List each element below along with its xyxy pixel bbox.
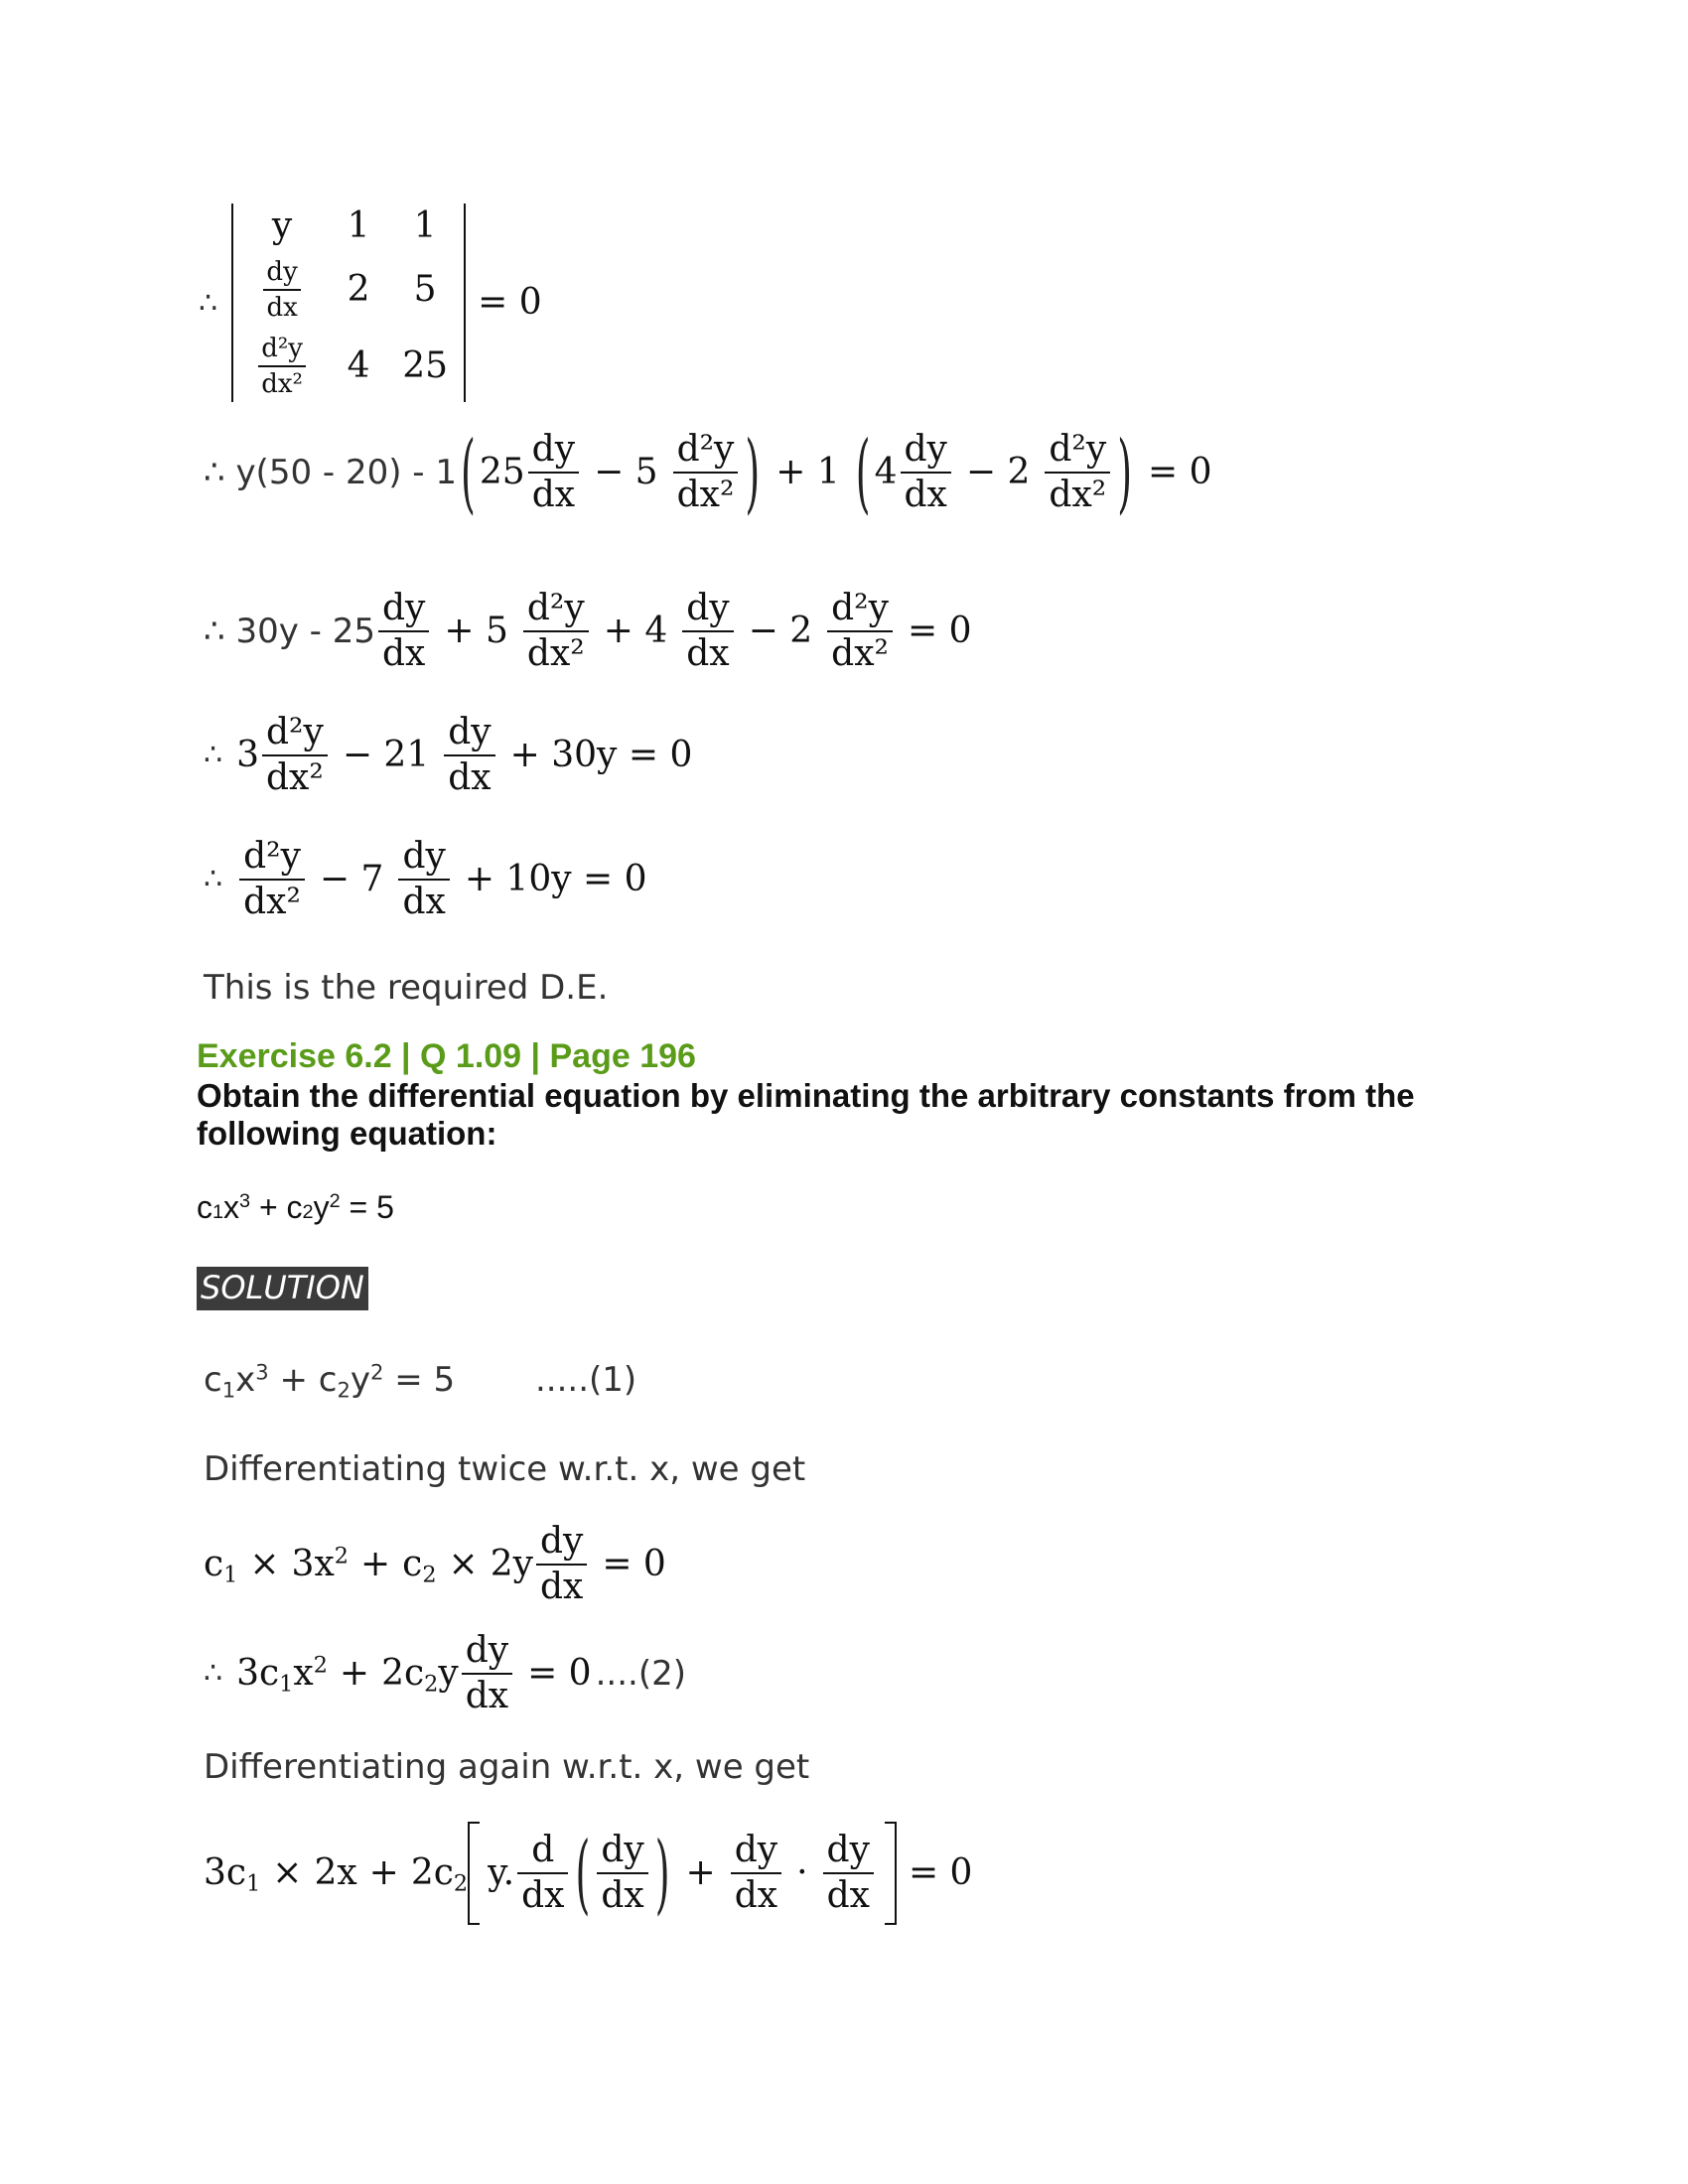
operator: − 21 <box>342 735 430 775</box>
left-paren: ( <box>461 422 476 523</box>
fraction-d2y-dx2: $\frac{\text{d²y}}{\text{dx²}}$ <box>673 432 739 513</box>
expansion-prefix: ∴ y(50 - 20) - 1 <box>204 453 458 492</box>
diff-again-text: Differentiating again w.r.t. x, we get <box>204 1747 810 1787</box>
fraction-d2y-dx2: $\frac{\text{d²y}}{\text{dx²}}$ <box>262 715 328 796</box>
fraction-d2y-dx2: $\frac{\text{d²y}}{\text{dx²}}$ <box>827 591 893 672</box>
equation-2-label: ....(2) <box>595 1654 686 1694</box>
equation-tail: + 30y = 0 <box>509 735 693 775</box>
equals-zero: = 0 <box>1148 452 1212 492</box>
solution-badge: SOLUTION <box>197 1269 368 1306</box>
coef: 25 <box>479 452 525 492</box>
derivative-equation-1: $c_1$ × $3x^2$ + $c_2$ × 2y $\frac{dy}{dx}$ = 0 <box>204 1521 666 1607</box>
question-line-2: following equation: <box>197 1115 497 1152</box>
therefore-symbol: ∴ <box>204 1656 223 1691</box>
fraction-dy-dx: $\frac{dy}{dx}$ <box>900 432 950 513</box>
operator: − 7 <box>319 859 384 899</box>
question-line-1: Obtain the differential equation by eliminating the arbitrary constants from the <box>197 1077 1415 1114</box>
equation-line-4 <box>204 712 704 798</box>
det-cell: 4 <box>347 345 370 387</box>
therefore-symbol: ∴ <box>204 738 223 772</box>
right-paren: ) <box>1117 422 1133 523</box>
operator: − 5 <box>594 452 658 492</box>
operator: + 1 <box>775 452 840 492</box>
therefore-symbol: ∴ <box>199 285 218 321</box>
equation-tail: + 10y = 0 <box>464 859 647 899</box>
det-cell: 1 <box>413 205 437 246</box>
right-bracket <box>885 1822 897 1925</box>
operator: − 2 <box>965 452 1031 492</box>
exercise-reference-link[interactable]: Exercise 6.2 | Q 1.09 | Page 196 <box>197 1037 696 1075</box>
equation-line-5 <box>204 836 659 922</box>
equals-zero: = 0 <box>478 282 542 323</box>
operator: + 5 <box>444 611 508 651</box>
fraction-d2y-dx2: $\frac{\text{d²y}}{\text{dx²}}$ <box>523 591 589 672</box>
coef: 4 <box>874 452 898 492</box>
det-cell: 5 <box>413 268 437 310</box>
determinant-matrix <box>231 204 466 402</box>
left-paren: ( <box>855 422 871 523</box>
equation-2: ∴ $3c_1x^2$ + $2c_2y$ $\frac{dy}{dx}$ = 0 ....(2) <box>204 1630 686 1716</box>
fraction-dy-dx: $\frac{dy}{dx}$ <box>398 839 449 920</box>
right-paren: ) <box>745 422 761 523</box>
determinant-equation <box>199 204 554 402</box>
fraction-d2y-dx2: $\frac{\text{d²y}}{\text{dx²}}$ <box>1045 432 1110 513</box>
equation-1-label: .....(1) <box>535 1360 637 1400</box>
det-cell: 1 <box>347 205 370 246</box>
required-de-text: This is the required D.E. <box>204 968 609 1008</box>
given-equation: $c1x^3 + c2y^2 = 5$ <box>197 1189 394 1225</box>
det-cell: 25 <box>402 345 448 387</box>
fraction-dy-dx: $\frac{dy}{dx}$ <box>682 591 733 672</box>
right-paren: ) <box>654 1823 670 1924</box>
fraction-dy-dx: $\frac{dy}{dx}$ <box>444 715 494 796</box>
diff-twice-text: Differentiating twice w.r.t. x, we get <box>204 1449 806 1489</box>
det-cell-d2y-dx2: $\frac{\text{d²y}}{\text{dx²}}$ <box>258 336 306 397</box>
fraction-d2y-dx2: $\frac{\text{d²y}}{\text{dx²}}$ <box>239 839 305 920</box>
fraction-dy-dx: $\frac{dy}{dx}$ <box>597 1833 647 1914</box>
equals-zero: = 0 <box>907 611 972 651</box>
equation-line-3 <box>204 588 983 674</box>
fraction-dy-dx: $\frac{dy}{dx}$ <box>378 591 429 672</box>
fraction-dy-dx: $\frac{dy}{dx}$ <box>536 1524 587 1605</box>
operator: + 4 <box>603 611 668 651</box>
det-cell: y <box>271 205 293 246</box>
left-bracket <box>468 1822 480 1925</box>
line3-prefix: ∴ 30y - 25 <box>204 612 375 651</box>
coef: 3 <box>236 735 259 775</box>
fraction-dy-dx: $\frac{dy}{dx}$ <box>823 1833 874 1914</box>
det-cell-dy-dx: $\frac{dy}{dx}$ <box>263 259 300 321</box>
therefore-symbol: ∴ <box>204 862 223 896</box>
fraction-dy-dx: $\frac{dy}{dx}$ <box>462 1633 512 1714</box>
equation-1: $c_1x^3 + c_2y^2 = 5$ .....(1) <box>204 1359 637 1403</box>
fraction-dy-dx: $\frac{dy}{dx}$ <box>731 1833 781 1914</box>
fraction-dy-dx: $\frac{dy}{dx}$ <box>528 432 579 513</box>
derivative-equation-2: $3c_1$ × 2x + $2c_2$ y. $\frac{d}{dx}$ ( $\frac{dy}{dx}$ ) + $\frac{dy}{dx}$ · $\frac{dy}{dx}$ = 0 <box>204 1823 973 1924</box>
operator: − 2 <box>748 611 813 651</box>
expansion-equation <box>204 422 1224 523</box>
fraction-d-dx: $\frac{d}{dx}$ <box>517 1833 568 1914</box>
det-cell: 2 <box>347 268 370 310</box>
left-paren: ( <box>575 1823 591 1924</box>
